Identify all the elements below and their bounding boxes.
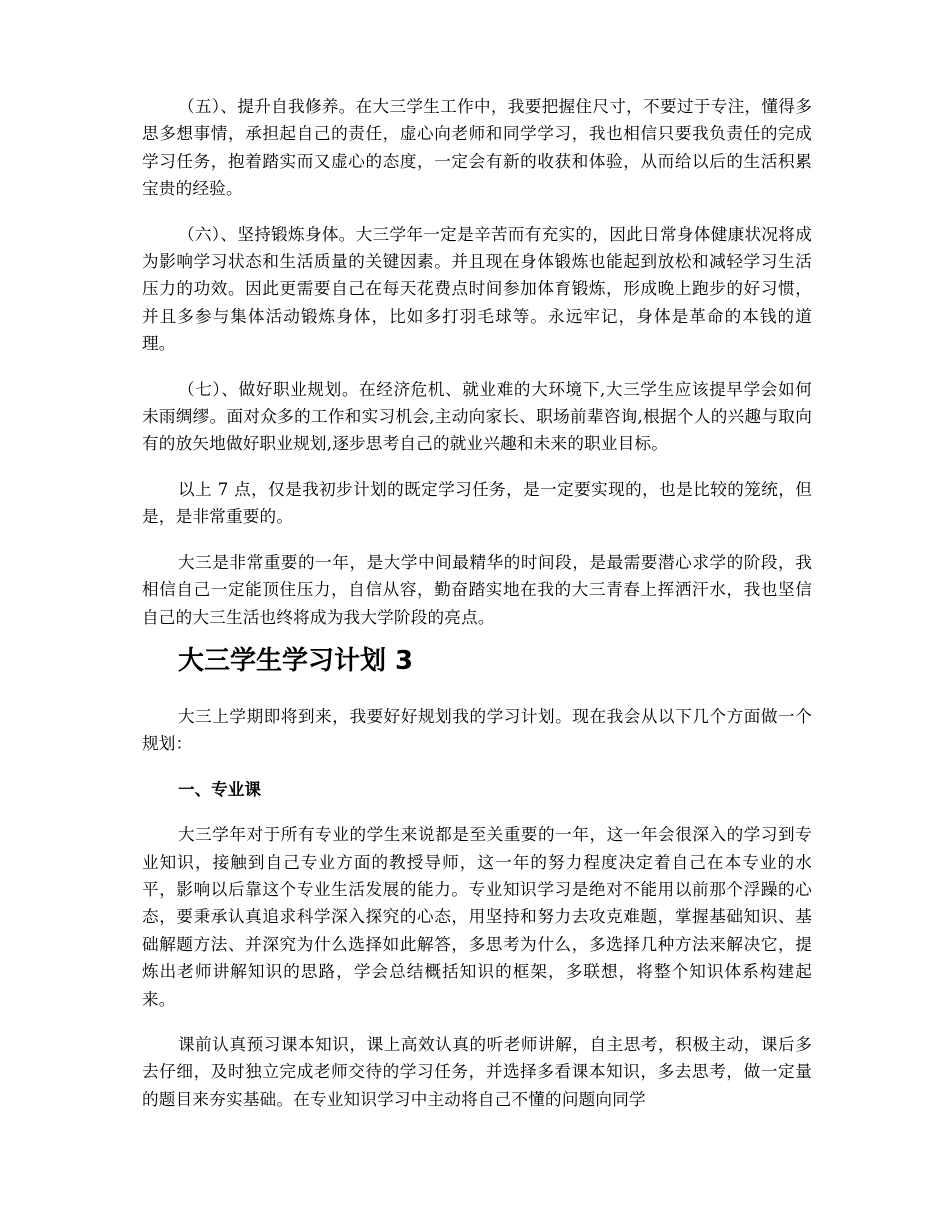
paragraph-intro: 大三上学期即将到来，我要好好规划我的学习计划。现在我会从以下几个方面做一个规划： — [142, 706, 812, 754]
paragraph-self-cultivation: （五）、提升自我修养。在大三学生工作中，我要把握住尺寸，不要过于专注，懂得多思多想事情，承担起自己的责任，虚心向老师和同学学习，我也相信只要我负责任的完成学习任务，抱着踏实而又虚心的态度，一定会有新的收获和体验，从而给以后的生活积累宝贵的经验。 — [142, 97, 812, 199]
section-heading: 大三学生学习计划 3 — [178, 645, 414, 676]
paragraph-summary: 以上 7 点，仅是我初步计划的既定学习任务，是一定要实现的，也是比较的笼统，但是，是非常重要的。 — [142, 479, 812, 527]
paragraph-study-habits: 课前认真预习课本知识，课上高效认真的听老师讲解，自主思考，积极主动，课后多去仔细，及时独立完成老师交待的学习任务，并选择多看课本知识，多去思考，做一定量的题目来夯实基础。在专业知识学习中主动将自己不懂的问题向同学 — [142, 1034, 812, 1109]
paragraph-exercise: （六）、坚持锻炼身体。大三学年一定是辛苦而有充实的，因此日常身体健康状况将成为影响学习状态和生活质量的关键因素。并且现在身体锻炼也能起到放松和减轻学习生活压力的功效。因此更需要自己在每天花费点时间参加体育锻炼，形成晚上跑步的好习惯，并且多参与集体活动锻炼身体，比如多打羽毛球等。永远牢记，身体是革命的本钱的道理。 — [142, 224, 812, 354]
document-page — [142, 93, 812, 1113]
paragraph-career-planning: （七）、做好职业规划。在经济危机、就业难的大环境下,大三学生应该提早学会如何未雨绸缪。面对众多的工作和实习机会,主动向家长、职场前辈咨询,根据个人的兴趣与取向有的放矢地做好职业规划,逐步思考自己的就业兴趣和未来的职业目标。 — [142, 379, 812, 454]
paragraph-major-study: 大三学年对于所有专业的学生来说都是至关重要的一年，这一年会很深入的学习到专业知识，接触到自己专业方面的教授导师，这一年的努力程度决定着自己在本专业的水平，影响以后靠这个专业生活发展的能力。专业知识学习是绝对不能用以前那个浮躁的心态，要秉承认真追求科学深入探究的心态，用坚持和努力去攻克难题，掌握基础知识、基础解题方法、并深究为什么选择如此解答，多思考为什么，多选择几种方法来解决它，提炼出老师讲解知识的思路，学会总结概括知识的框架，多联想，将整个知识体系构建起来。 — [142, 825, 812, 1009]
paragraph-conclusion: 大三是非常重要的一年，是大学中间最精华的时间段，是最需要潜心求学的阶段，我相信自己一定能顶住压力，自信从容，勤奋踏实地在我的大三青春上挥洒汗水，我也坚信自己的大三生活也终将成为我大学阶段的亮点。 — [142, 552, 812, 627]
subheading-major-courses: 一、专业课 — [178, 779, 261, 799]
